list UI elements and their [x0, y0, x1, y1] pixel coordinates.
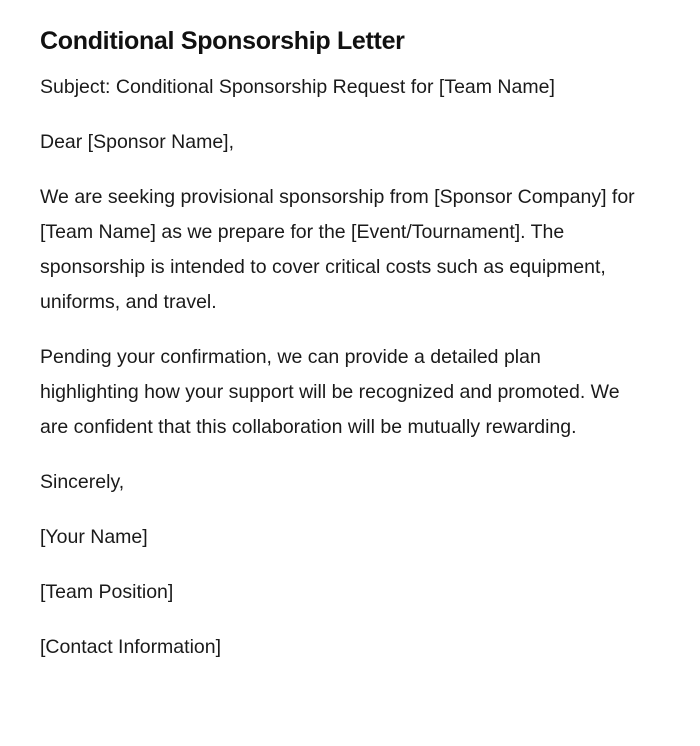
signature-position: [Team Position] [40, 581, 174, 603]
letter-title: Conditional Sponsorship Letter [40, 27, 405, 55]
signature-name: [Your Name] [40, 526, 148, 548]
letter-closing: Sincerely, [40, 471, 125, 493]
letter-salutation: Dear [Sponsor Name], [40, 131, 235, 153]
body-paragraph-2: Pending your confirmation, we can provide a detailed plan highlighting how your support will be recognized and promoted. We are confident that this collaboration will be mutually rewarding. [40, 346, 620, 438]
letter-subject: Subject: Conditional Sponsorship Request for [Team Name] [40, 76, 555, 98]
body-paragraph-1: We are seeking provisional sponsorship from [Sponsor Company] for [Team Name] as we prepare for the [Event/Tournament]. The sponsorship is intended to cover critical costs such as equipment, uniforms, and travel. [40, 186, 635, 313]
signature-contact: [Contact Information] [40, 636, 222, 658]
letter-document [40, 24, 640, 665]
